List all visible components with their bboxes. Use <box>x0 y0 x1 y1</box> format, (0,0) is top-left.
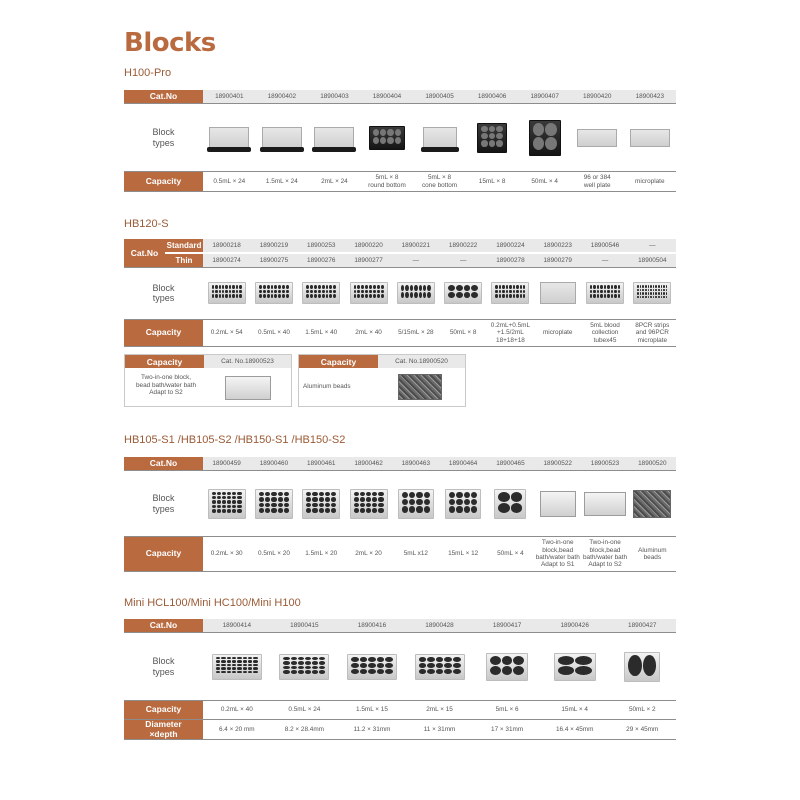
cat-row <box>124 619 676 632</box>
panel-cat-no: Cat. No.18900523 <box>204 355 291 368</box>
block-image-cell <box>203 633 271 700</box>
block-image-cell <box>608 633 676 700</box>
block-image-cell <box>392 268 439 318</box>
block-image <box>633 282 671 304</box>
block-image <box>477 123 507 153</box>
capacity-cell: 0.5mL × 24 <box>288 706 321 714</box>
capacity-cell: 5/15mL × 28 <box>398 329 434 337</box>
block-image <box>369 126 405 150</box>
block-image-cell <box>571 104 624 171</box>
block-image-cell <box>256 104 309 171</box>
capacity-cell: 1.5mL × 15 <box>355 706 388 714</box>
block-image-cell <box>487 268 534 318</box>
block-image-cell <box>534 268 581 318</box>
block-types-row <box>124 268 676 318</box>
block-image <box>347 654 397 680</box>
capacity-cell: microplate <box>635 177 665 185</box>
block-image-cell <box>629 268 676 318</box>
cat-label: Cat.No <box>124 90 203 103</box>
capacity-label: Capacity <box>124 537 203 571</box>
diameter-cell: 6.4 × 20 mm <box>218 725 255 733</box>
block-image <box>486 653 528 681</box>
block-image <box>529 120 561 156</box>
block-image <box>540 282 576 304</box>
cat-no-cell: 18900414 <box>222 621 251 629</box>
capacity-label: Capacity <box>124 172 203 191</box>
block-image <box>630 129 670 147</box>
cat-label: Cat.No <box>124 457 203 470</box>
standard-cat-cell: — <box>649 241 656 249</box>
standard-cat-cell: 18900219 <box>259 241 289 249</box>
capacity-cell: Two-in-one block,bead bath/water bath Adapt to S2 <box>582 539 628 569</box>
capacity-cell: 2mL × 24 <box>321 177 348 185</box>
block-image-cell <box>439 471 486 536</box>
thin-cat-cell: 18900279 <box>543 256 572 264</box>
capacity-row <box>124 701 676 719</box>
block-types-row <box>124 104 676 171</box>
block-image <box>624 652 660 682</box>
block-image <box>255 489 293 519</box>
block-types-label: Block types <box>124 471 203 536</box>
block-image-cell <box>203 471 250 536</box>
block-image-cell <box>534 471 581 536</box>
block-image <box>302 489 340 519</box>
block-image-cell <box>345 471 392 536</box>
thin-cat-cell: — <box>601 256 609 264</box>
block-image-cell <box>250 268 297 318</box>
diameter-cell: 17 × 31mm <box>491 725 524 733</box>
thin-cat-cell: — <box>412 256 420 264</box>
capacity-cell: 96 or 384 well plate <box>583 174 611 189</box>
two-in-one-block-image <box>225 376 271 400</box>
standard-cat-cell: 18900222 <box>448 241 478 249</box>
block-image <box>415 654 465 680</box>
cat-label: Cat.No <box>124 619 203 632</box>
section-title-hb120: HB120-S <box>124 218 169 230</box>
block-image-cell <box>541 633 609 700</box>
capacity-row <box>124 172 676 191</box>
section-title-mini: Mini HCL100/Mini HC100/Mini H100 <box>124 597 301 609</box>
thin-cat-cell: 18900504 <box>638 256 667 264</box>
panel-capacity-label: Capacity <box>299 355 378 368</box>
cat-no-cell: 18900402 <box>267 92 297 100</box>
capacity-cell: 5mL × 8 round bottom <box>368 174 406 189</box>
block-image <box>212 654 262 680</box>
thin-cat-cell: 18900277 <box>354 256 383 264</box>
cat-no-cell: 18900462 <box>354 459 383 467</box>
cat-row <box>124 90 676 103</box>
block-image-cell <box>338 633 406 700</box>
capacity-cell: 0.2mL × 54 <box>210 329 243 337</box>
capacity-cell: 0.2mL × 30 <box>210 550 243 558</box>
capacity-cell: 5mL × 6 <box>495 706 519 714</box>
cat-no-cell: 18900464 <box>448 459 478 467</box>
capacity-cell: 0.5mL × 40 <box>257 329 290 337</box>
cat-no-cell: 18900426 <box>560 621 589 629</box>
block-image-cell <box>406 633 474 700</box>
capacity-cell: 0.2mL × 40 <box>220 706 253 714</box>
aluminum-beads-image <box>633 490 671 518</box>
two-in-one-block-image <box>540 491 576 517</box>
capacity-cell: 5mL × 8 cone bottom <box>421 174 458 189</box>
cat-no-cell: 18900520 <box>638 459 667 467</box>
block-image-cell <box>518 104 571 171</box>
cat-no-cell: 18900423 <box>635 92 664 100</box>
block-image <box>445 489 481 519</box>
capacity-cell: 1.5mL × 24 <box>265 177 298 185</box>
cat-no-cell: 18900407 <box>530 92 559 100</box>
page-title: Blocks <box>124 28 216 58</box>
cat-no-cell: 18900401 <box>215 92 244 100</box>
thin-label: Thin <box>165 254 203 267</box>
capacity-cell: 2mL × 15 <box>426 706 453 714</box>
block-image <box>208 282 246 304</box>
panel-description: Two-in-one block, bead bath/water bath Adapt to S2 <box>135 374 197 397</box>
aluminum-beads-panel <box>298 354 466 407</box>
standard-cat-cell: 18900224 <box>496 241 525 249</box>
block-image <box>494 489 526 519</box>
thin-cat-cell: 18900275 <box>259 256 289 264</box>
capacity-cell: 2mL × 20 <box>355 550 382 558</box>
block-image-cell <box>271 633 339 700</box>
block-image-cell <box>581 268 628 318</box>
cat-no-cell: 18900460 <box>259 459 289 467</box>
panel-description: Aluminum beads <box>303 383 351 390</box>
capacity-label: Capacity <box>124 320 203 346</box>
standard-label: Standard <box>166 241 202 250</box>
block-image-cell <box>487 471 534 536</box>
block-image-cell <box>413 104 466 171</box>
standard-cat-cell: 18900223 <box>543 241 572 249</box>
block-image <box>586 282 624 304</box>
capacity-row <box>124 320 676 346</box>
cat-no-cell: 18900415 <box>290 621 319 629</box>
block-image <box>350 282 388 304</box>
block-image-cell <box>439 268 486 318</box>
diameter-cell: 11 × 31mm <box>423 725 456 733</box>
cat-no-cell: 18900461 <box>307 459 336 467</box>
cat-no-cell: 18900404 <box>372 92 402 100</box>
standard-cat-cell: 18900220 <box>354 241 383 249</box>
standard-cat-cell: 18900253 <box>307 241 336 249</box>
capacity-cell: 15mL × 8 <box>478 177 506 185</box>
block-image <box>554 653 596 681</box>
cat-row <box>124 457 676 470</box>
block-image <box>577 129 617 147</box>
capacity-label: Capacity <box>124 701 203 719</box>
block-types-label: Block types <box>124 104 203 171</box>
block-image-cell <box>581 471 628 536</box>
cat-label: Cat.No <box>124 239 165 267</box>
block-image-cell <box>629 471 676 536</box>
block-types-label: Block types <box>124 633 203 700</box>
block-image <box>208 489 246 519</box>
cat-no-cell: 18900420 <box>583 92 612 100</box>
diameter-label: Diameter ×depth <box>124 720 203 739</box>
capacity-cell: Two-in-one block,bead bath/water bath Adapt to S1 <box>535 539 580 569</box>
capacity-cell: 15mL × 4 <box>561 706 588 714</box>
cat-no-cell: 18900463 <box>401 459 431 467</box>
capacity-cell: 15mL × 12 <box>448 550 479 558</box>
capacity-cell: 1.5mL × 40 <box>305 329 338 337</box>
thin-row <box>203 254 676 267</box>
block-image-cell <box>308 104 361 171</box>
standard-cat-cell: 18900546 <box>590 241 620 249</box>
block-image <box>350 489 388 519</box>
thin-cat-cell: 18900276 <box>307 256 336 264</box>
block-image <box>314 127 354 149</box>
capacity-cell: 50mL × 8 <box>449 329 477 337</box>
capacity-cell: Aluminum beads <box>638 546 667 561</box>
block-types-row <box>124 471 676 536</box>
block-image <box>491 282 529 304</box>
diameter-cell: 16.4 × 45mm <box>555 725 594 733</box>
diameter-cell: 29 × 45mm <box>626 725 659 733</box>
block-image <box>302 282 340 304</box>
cat-no-cell: 18900417 <box>492 621 522 629</box>
block-image-cell <box>624 104 677 171</box>
diameter-cell: 8.2 × 28.4mm <box>284 725 324 733</box>
cat-no-cell: 18900416 <box>357 621 387 629</box>
thin-cat-cell: 18900274 <box>212 256 241 264</box>
block-image <box>444 282 482 304</box>
diameter-row <box>124 720 676 739</box>
block-image <box>397 282 435 304</box>
block-image-cell <box>361 104 414 171</box>
block-image-cell <box>298 471 345 536</box>
cat-no-cell: 18900465 <box>496 459 525 467</box>
two-in-one-panel <box>124 354 292 407</box>
block-image <box>255 282 293 304</box>
block-types-label: Block types <box>124 268 203 318</box>
block-types-row <box>124 633 676 700</box>
block-image-cell <box>203 268 250 318</box>
block-image-cell <box>392 471 439 536</box>
cat-no-cell: 18900405 <box>425 92 454 100</box>
cat-no-cell: 18900427 <box>628 621 657 629</box>
cat-no-cell: 18900459 <box>212 459 241 467</box>
block-image-cell <box>298 268 345 318</box>
block-image-cell <box>473 633 541 700</box>
capacity-cell: 0.5mL × 20 <box>257 550 290 558</box>
cat-no-cell: 18900522 <box>543 459 572 467</box>
block-image <box>423 127 457 149</box>
capacity-cell: 2mL × 40 <box>355 329 382 337</box>
standard-row <box>203 239 676 252</box>
capacity-row <box>124 537 676 571</box>
thin-cat-cell: — <box>459 256 467 264</box>
two-in-one-block-image <box>584 492 626 516</box>
cat-no-cell: 18900428 <box>425 621 454 629</box>
block-image-cell <box>250 471 297 536</box>
capacity-cell: 50mL × 4 <box>497 550 524 558</box>
block-image <box>398 489 434 519</box>
block-image-cell <box>466 104 519 171</box>
capacity-cell: 5mL blood collection tubex45 <box>590 321 620 344</box>
capacity-cell: microplate <box>542 329 573 337</box>
block-image <box>279 654 329 680</box>
thin-cat-cell: 18900278 <box>496 256 525 264</box>
block-image-cell <box>203 104 256 171</box>
cat-no-cell: 18900406 <box>477 92 507 100</box>
capacity-cell: 50mL × 4 <box>531 177 558 185</box>
cat-no-cell: 18900523 <box>590 459 620 467</box>
block-image <box>262 127 302 149</box>
aluminum-beads-image <box>398 374 442 400</box>
panel-cat-no: Cat. No.18900520 <box>378 355 465 368</box>
capacity-cell: 1.5mL × 20 <box>305 550 338 558</box>
diameter-cell: 11.2 × 31mm <box>353 725 391 733</box>
capacity-cell: 0.5mL × 24 <box>213 177 246 185</box>
block-image-cell <box>345 268 392 318</box>
standard-cat-cell: 18900221 <box>401 241 431 249</box>
section-title-hb105: HB105-S1 /HB105-S2 /HB150-S1 /HB150-S2 <box>124 434 346 446</box>
standard-cat-cell: 18900218 <box>212 241 241 249</box>
cat-no-cell: 18900403 <box>320 92 349 100</box>
capacity-cell: 50mL × 2 <box>628 706 656 714</box>
capacity-cell: 8PCR strips and 96PCR microplate <box>635 321 670 344</box>
capacity-cell: 5mL x12 <box>403 550 428 558</box>
capacity-cell: 0.2mL+0.5mL +1.5/2mL 18+18+18 <box>490 321 531 344</box>
block-image <box>209 127 249 149</box>
section-title-h100: H100-Pro <box>124 67 172 79</box>
panel-capacity-label: Capacity <box>125 355 204 368</box>
